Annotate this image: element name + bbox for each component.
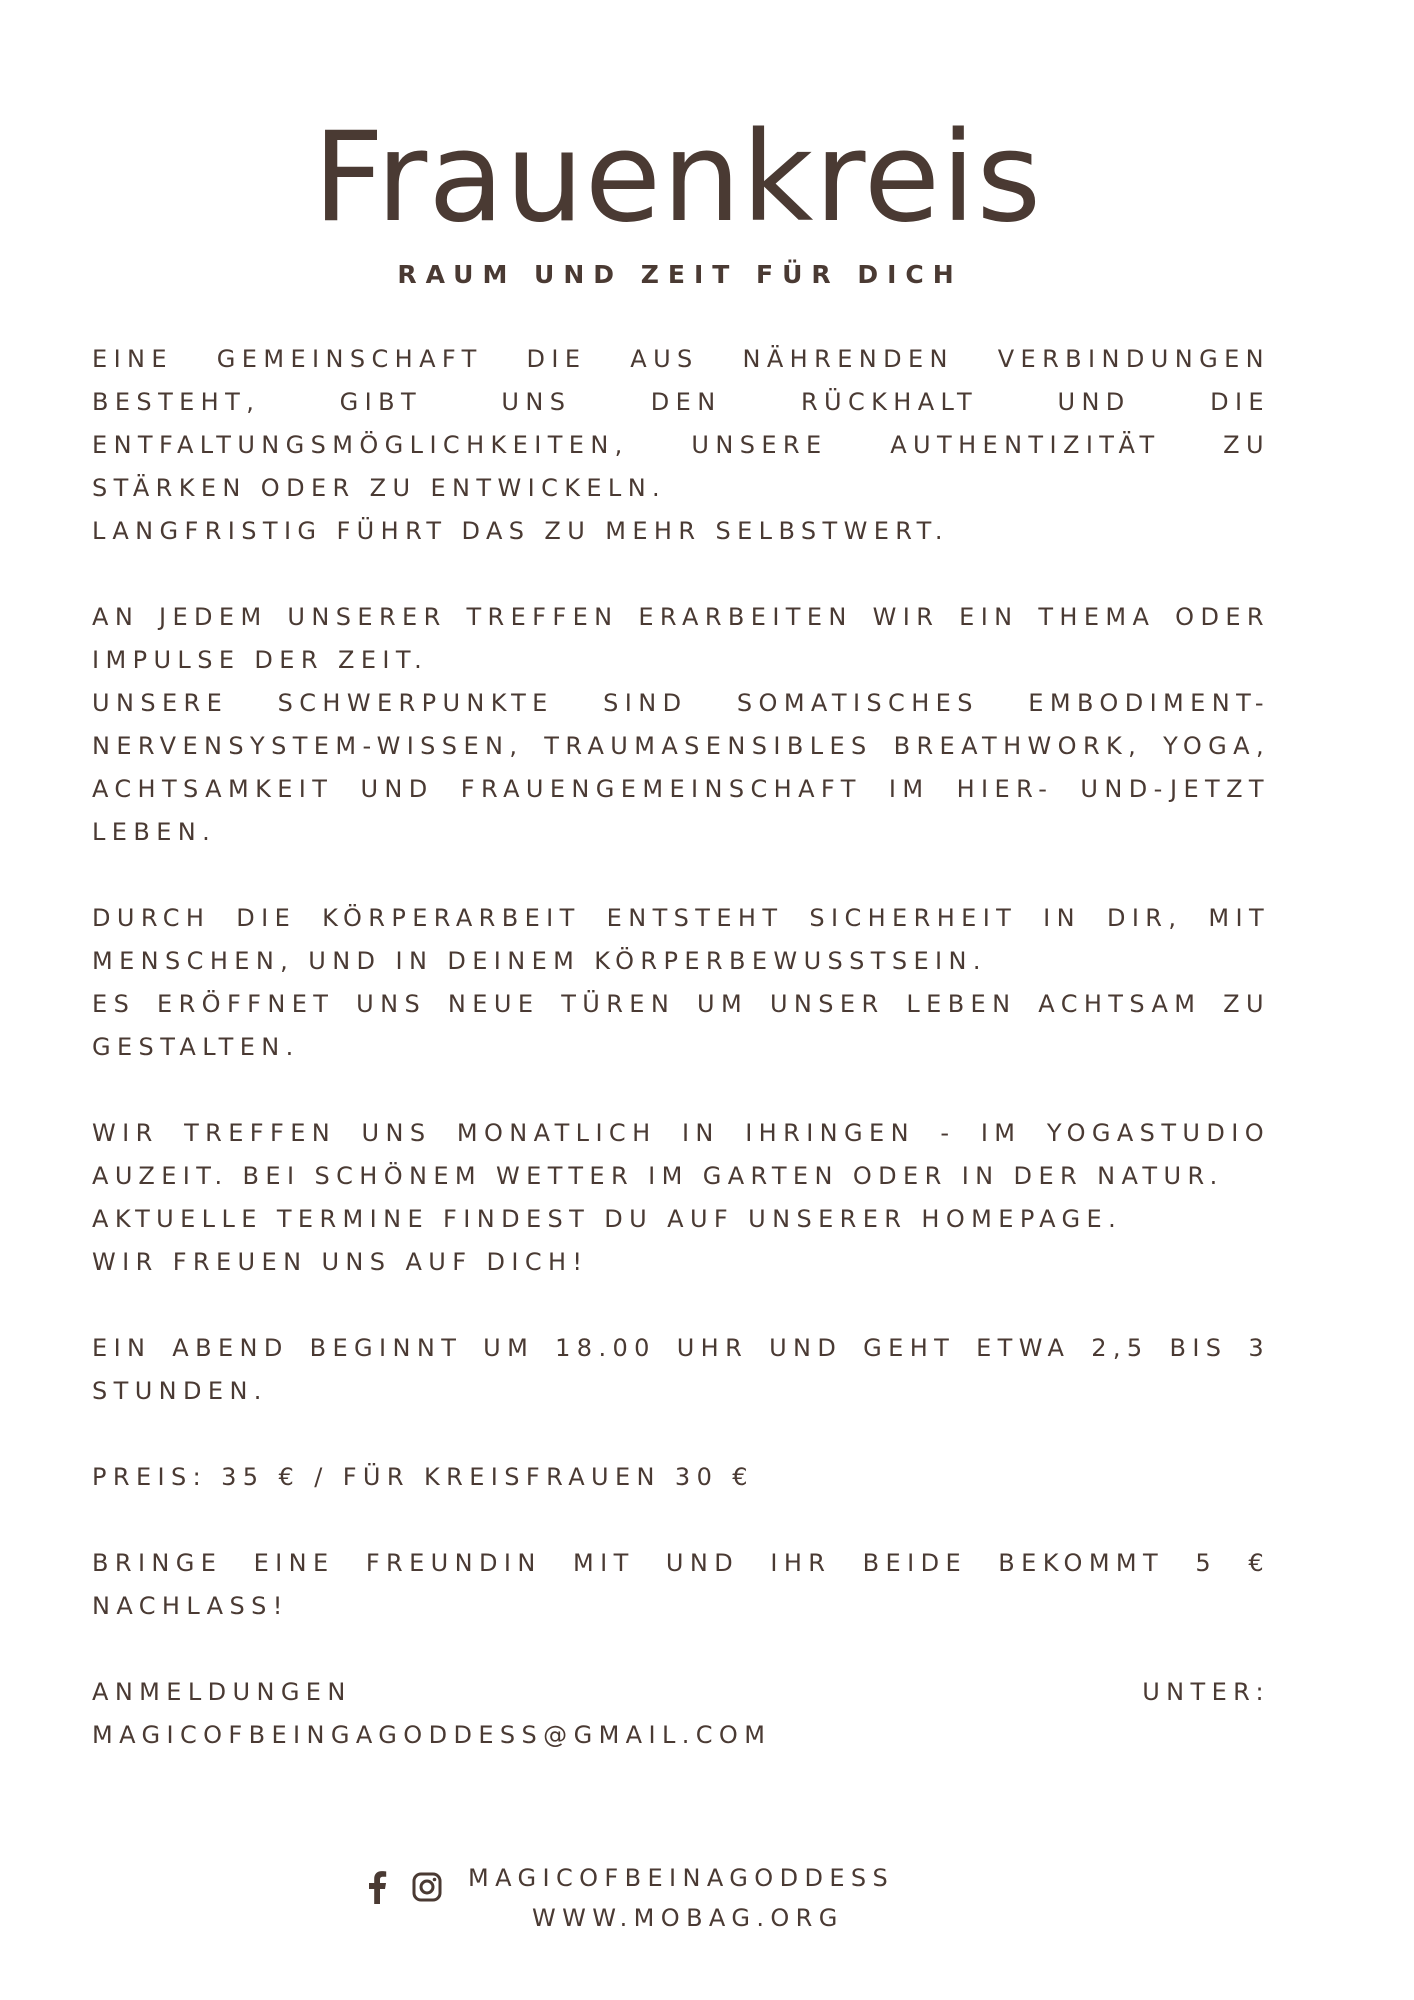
- body-text: [92, 338, 1270, 1800]
- page-subtitle: RAUM UND ZEIT FÜR DICH: [397, 260, 963, 289]
- footer: [360, 1862, 1060, 1952]
- paragraph-line: AKTUELLE TERMINE FINDEST DU AUF UNSERER HOMEPAGE.: [92, 1205, 1123, 1233]
- paragraph-topics: [92, 596, 1270, 854]
- social-icons: [360, 1868, 450, 1908]
- paragraph-line: EIN ABEND BEGINNT UM 18.00 UHR UND GEHT ETWA 2,5 BIS 3 STUNDEN.: [92, 1334, 1270, 1405]
- paragraph-line: UNSERE SCHWERPUNKTE SIND SOMATISCHES EMBODIMENT- NERVENSYSTEM-WISSEN, TRAUMASENSIBLES BREATHWORK, YOGA, ACHTSAMKEIT UND FRAUENGEMEINSCHAFT IM HIER- UND-JETZT LEBEN.: [92, 689, 1270, 846]
- paragraph-line: EINE GEMEINSCHAFT DIE AUS NÄHRENDEN VERBINDUNGEN BESTEHT, GIBT UNS DEN RÜCKHALT UND DIE ENTFALTUNGSMÖGLICHKEITEN, UNSERE AUTHENTIZITÄT ZU STÄRKEN ODER ZU ENTWICKELN.: [92, 345, 1270, 502]
- registration-label: ANMELDUNGEN: [92, 1678, 352, 1706]
- registration-unter: UNTER:: [1142, 1678, 1270, 1706]
- instagram-handle[interactable]: MAGICOFBEINAGODDESS: [468, 1864, 895, 1892]
- paragraph-line: DURCH DIE KÖRPERARBEIT ENTSTEHT SICHERHEIT IN DIR, MIT MENSCHEN, UND IN DEINEM KÖRPERBEWUSSTSEIN.: [92, 904, 1270, 975]
- paragraph-line: LANGFRISTIG FÜHRT DAS ZU MEHR SELBSTWERT.: [92, 517, 949, 545]
- registration-email[interactable]: MAGICOFBEINGAGODDESS@GMAIL.COM: [92, 1721, 772, 1749]
- website-link[interactable]: WWW.MOBAG.ORG: [532, 1904, 844, 1932]
- paragraph-line: ES ERÖFFNET UNS NEUE TÜREN UM UNSER LEBEN ACHTSAM ZU GESTALTEN.: [92, 990, 1270, 1061]
- paragraph-line: AN JEDEM UNSERER TREFFEN ERARBEITEN WIR EIN THEMA ODER IMPULSE DER ZEIT.: [92, 603, 1270, 674]
- paragraph-meeting: [92, 1112, 1270, 1284]
- paragraph-friend-discount: [92, 1542, 1270, 1628]
- paragraph-schedule: [92, 1327, 1270, 1413]
- facebook-icon[interactable]: [366, 1870, 388, 1904]
- paragraph-line: BRINGE EINE FREUNDIN MIT UND IHR BEIDE BEKOMMT 5 € NACHLASS!: [92, 1549, 1270, 1620]
- paragraph-line: PREIS: 35 € / FÜR KREISFRAUEN 30 €: [92, 1463, 754, 1491]
- paragraph-bodywork: [92, 897, 1270, 1069]
- paragraph-line: WIR FREUEN UNS AUF DICH!: [92, 1248, 589, 1276]
- paragraph-line: WIR TREFFEN UNS MONATLICH IN IHRINGEN - IM YOGASTUDIO AUZEIT. BEI SCHÖNEM WETTER IM GARTEN ODER IN DER NATUR.: [92, 1119, 1270, 1190]
- instagram-icon[interactable]: [412, 1872, 442, 1902]
- page-title: Frauenkreis: [312, 106, 1043, 250]
- registration-line: [92, 1671, 1270, 1714]
- paragraph-registration: [92, 1671, 1270, 1757]
- paragraph-community: [92, 338, 1270, 553]
- paragraph-price: [92, 1456, 1270, 1499]
